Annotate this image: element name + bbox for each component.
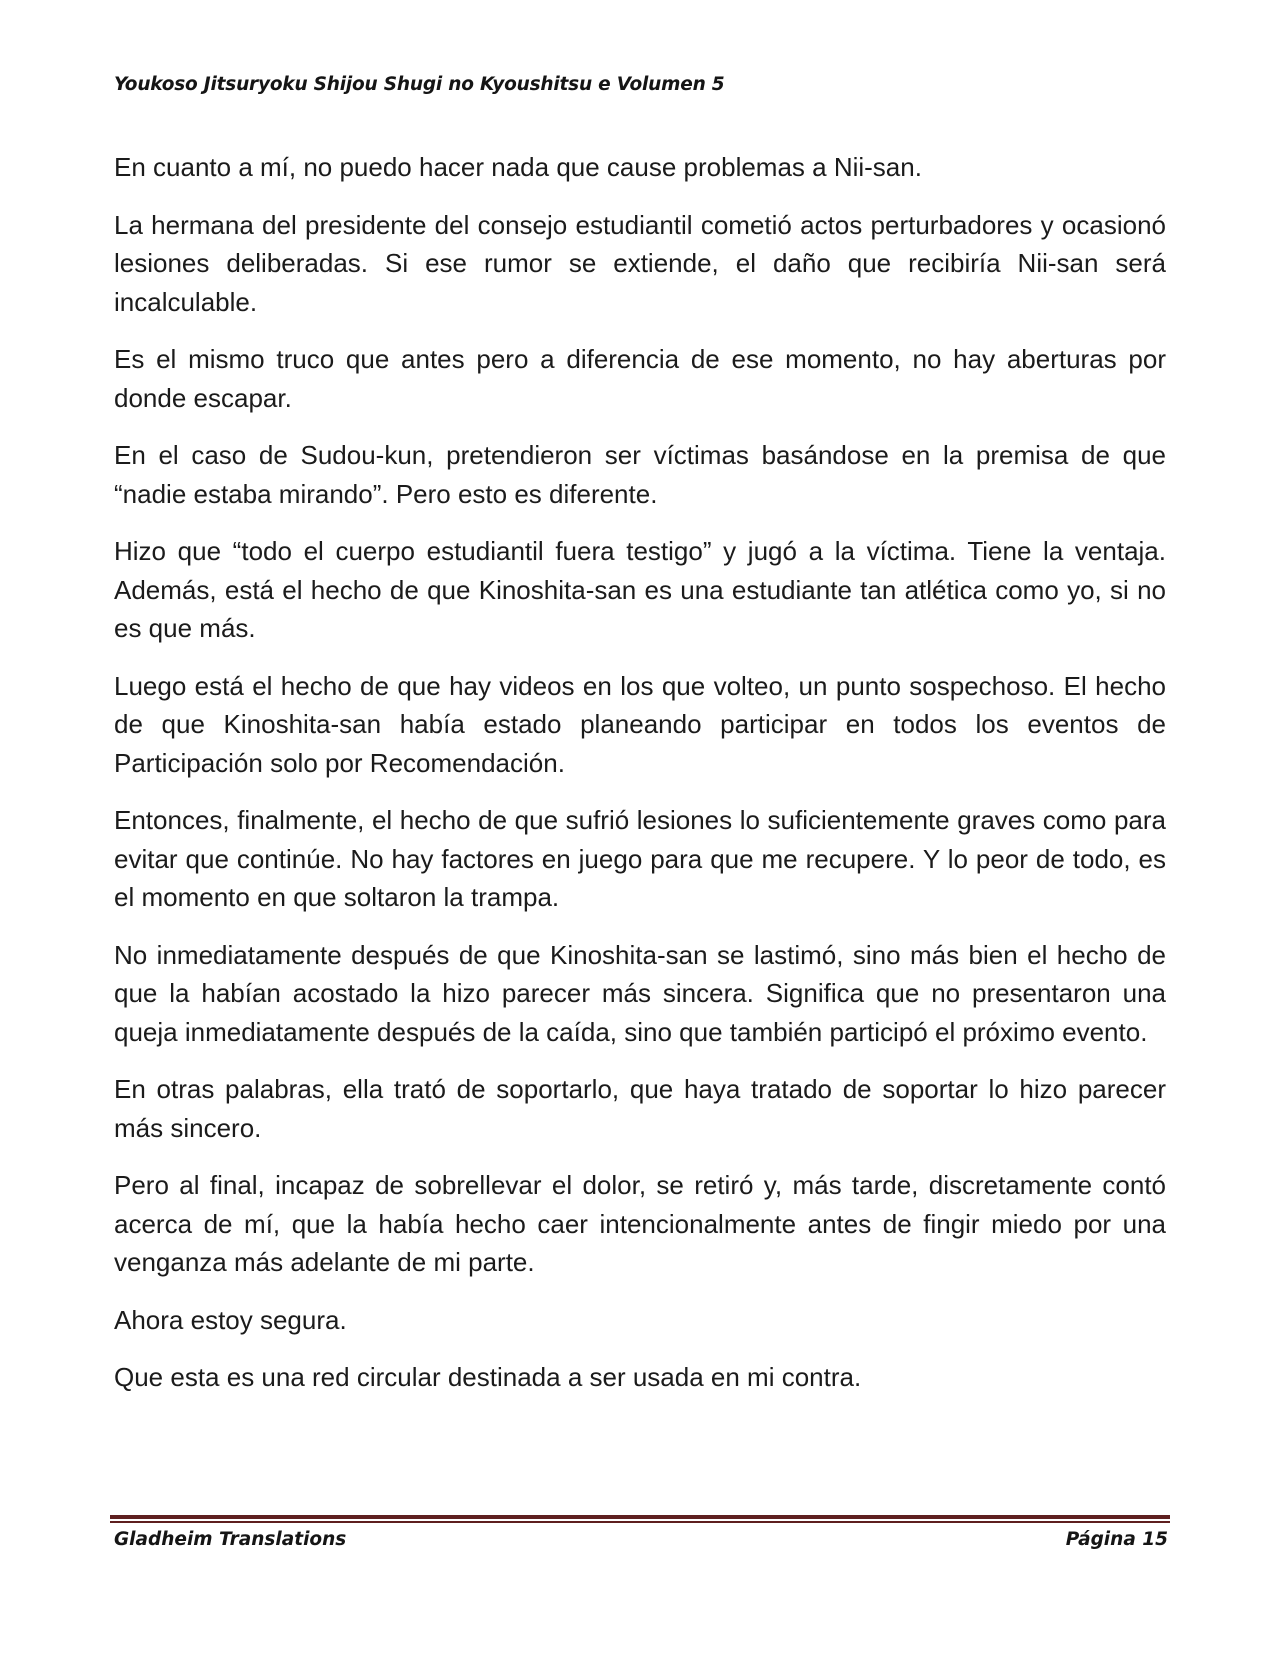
paragraph: Ahora estoy segura. [114, 1304, 347, 1335]
paragraph: Luego está el hecho de que hay videos en los que volteo, un punto sospechoso. El hecho de que Kinoshita-san había estado planeando participar en todos los eventos de Participación solo por Recomendación. [114, 670, 1166, 778]
footer-page-number: Página 15 [1065, 1529, 1168, 1550]
paragraph: Es el mismo truco que antes pero a diferencia de ese momento, no hay aberturas por donde escapar. [114, 344, 1166, 413]
paragraph: No inmediatamente después de que Kinoshita-san se lastimó, sino más bien el hecho de que la habían acostado la hizo parecer más sincera. Significa que no presentaron una queja inmediatamente después de la caída, sino que también participó el próximo evento. [114, 939, 1166, 1047]
paragraph: En otras palabras, ella trató de soportarlo, que haya tratado de soportar lo hizo parecer más sincero. [114, 1074, 1166, 1143]
footer-translator-credit: Gladheim Translations [114, 1529, 347, 1550]
paragraph: Que esta es una red circular destinada a ser usada en mi contra. [114, 1362, 862, 1392]
paragraph: En el caso de Sudou-kun, pretendieron ser víctimas basándose en la premisa de que “nadie estaba mirando”. Pero esto es diferente. [114, 440, 1166, 509]
paragraph: Entonces, finalmente, el hecho de que sufrió lesiones lo suficientemente graves como para evitar que continúe. No hay factores en juego para que me recupere. Y lo peor de todo, es el momento en que soltaron la trampa. [114, 805, 1166, 912]
page-header-title: Youkoso Jitsuryoku Shijou Shugi no Kyoushitsu e Volumen 5 [114, 74, 725, 95]
paragraph: Hizo que “todo el cuerpo estudiantil fuera testigo” y jugó a la víctima. Tiene la ventaja. Además, está el hecho de que Kinoshita-san es una estudiante tan atlética como yo, si no es que más. [114, 536, 1166, 643]
paragraph: En cuanto a mí, no puedo hacer nada que cause problemas a Nii-san. [114, 152, 922, 182]
document-body [114, 148, 1166, 1416]
footer-divider-thick [110, 1515, 1170, 1519]
footer-divider-thin [110, 1521, 1170, 1523]
paragraph: Pero al final, incapaz de sobrellevar el dolor, se retiró y, más tarde, discretamente contó acerca de mí, que la había hecho caer intencionalmente antes de fingir miedo por una venganza más adelante de mi parte. [114, 1170, 1166, 1277]
paragraph: La hermana del presidente del consejo estudiantil cometió actos perturbadores y ocasionó lesiones deliberadas. Si ese rumor se extiende, el daño que recibiría Nii-san será incalculable. [114, 209, 1166, 317]
